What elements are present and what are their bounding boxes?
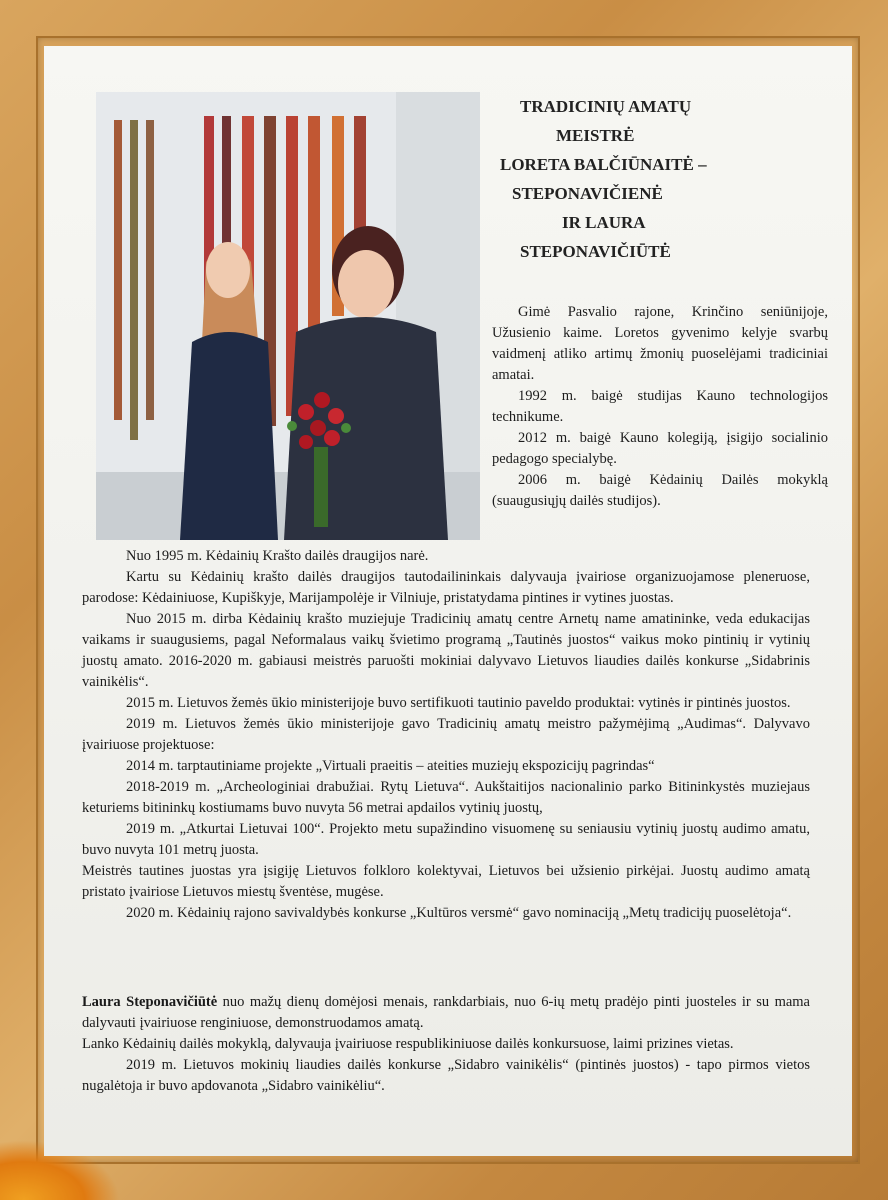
- bio-2012: 2012 m. baigė Kauno kolegiją, įsigijo socialinio pedagogo specialybę.: [492, 430, 828, 467]
- body-paragraph: 2014 m. tarptautiniame projekte „Virtuali praeitis – ateities muziejų ekspozicijų pagrindas“: [126, 758, 655, 774]
- title-line-3: LORETA BALČIŪNAITĖ –: [500, 155, 707, 174]
- body-paragraph: Nuo 1995 m. Kėdainių Krašto dailės draugijos narė.: [126, 548, 429, 564]
- laura-paragraph-3: 2019 m. Lietuvos mokinių liaudies dailės konkurse „Sidabro vainikėlis“ (pintinės juostos) - tapo pirmos vietos nugalėtoja ir buvo apdovanota „Sidabro vainikėliu“.: [82, 1057, 810, 1094]
- photo-illustration: [96, 92, 480, 540]
- laura-intro: nuo mažų dienų domėjosi menais, rankdarbiais, nuo 6-ių metų pradėjo pinti juosteles ir su mama dalyvauti įvairiuose renginiuose, demonstruodamos amatą.: [82, 994, 810, 1031]
- body-paragraph: 2018-2019 m. „Archeologiniai drabužiai. Rytų Lietuva“. Aukštaitijos nacionalinio parko Bitininkystės muziejaus keturiems bitininkų kostiumams buvo nuvyta 56 metrai apdailos vytinių juostų,: [82, 779, 810, 816]
- laura-name: Laura Steponavičiūtė: [82, 994, 218, 1010]
- body-paragraph: 2015 m. Lietuvos žemės ūkio ministerijoje buvo sertifikuoti tautinio paveldo produktai: vytinės ir pintinės juostos.: [126, 695, 791, 711]
- title-line-5: IR LAURA: [562, 213, 646, 232]
- bio-birth: Gimė Pasvalio rajone, Krinčino seniūnijoje, Užusienio kaime. Loretos gyvenimo kelyje svarbų vaidmenį atliko artimų žmonių puoselėjami tradiciniai amatai.: [492, 304, 828, 383]
- title-line-6: STEPONAVIČIŪTĖ: [520, 242, 671, 261]
- body-paragraph: 2019 m. „Atkurtai Lietuvai 100“. Projekto metu supažindino visuomenę su seniausiu vytinių juostų audimo amatu, buvo nuvyta 101 metrų juosta.: [82, 821, 810, 858]
- biography-right-column: [492, 302, 828, 512]
- bio-1992: 1992 m. baigė studijas Kauno technologijos technikume.: [492, 388, 828, 425]
- title-line-4: STEPONAVIČIENĖ: [512, 184, 663, 203]
- body-paragraph: 2020 m. Kėdainių rajono savivaldybės konkurse „Kultūros versmė“ gavo nominaciją „Metų tradicijų puoselėtoja“.: [126, 905, 792, 921]
- laura-paragraph-2: Lanko Kėdainių dailės mokyklą, dalyvauja įvairiuose respublikiniuose dailės konkursuose, laimi prizines vietas.: [82, 1036, 734, 1052]
- title-line-2: MEISTRĖ: [556, 126, 635, 145]
- body-paragraph: Kartu su Kėdainių krašto dailės draugijos tautodailininkais dalyvauja įvairiose organizuojamose pleneruose, parodose: Kėdainiuose, Kupiškyje, Marijampolėje ir Vilniuje, pristatydama pintines ir vytines juostas.: [82, 569, 810, 606]
- title-line-1: TRADICINIŲ AMATŲ: [520, 97, 692, 116]
- bio-2006: 2006 m. baigė Kėdainių Dailės mokyklą (suaugusiųjų dailės studijos).: [492, 472, 828, 509]
- portrait-photo: [96, 92, 480, 540]
- body-paragraph: Nuo 2015 m. dirba Kėdainių krašto muziejuje Tradicinių amatų centre Arnetų name amatininke, veda edukacijas vaikams ir suaugusiems, pagal Neformalaus vaikų švietimo programą „Tautinės juostos“ vaikus moko pintinių ir vytinių juostų amato. 2016-2020 m. gabiausi meistrės paruošti mokiniai dalyvavo Lietuvos liaudies dailės konkurse „Sidabrinis vainikėlis“.: [82, 611, 810, 690]
- body-paragraph: 2019 m. Lietuvos žemės ūkio ministerijoje gavo Tradicinių amatų meistro pažymėjimą „Audimas“. Dalyvavo įvairiuose projektuose:: [82, 716, 810, 753]
- poster-title: [500, 92, 820, 266]
- body-paragraph: Meistrės tautines juostas yra įsigiję Lietuvos folkloro kolektyvai, Lietuvos bei užsienio pirkėjai. Juostų audimo amatą pristato įvairiose Lietuvos miestų šventėse, mugėse.: [82, 863, 810, 900]
- laura-section: [82, 992, 810, 1097]
- poster-sheet: [44, 46, 852, 1156]
- biography-body: [82, 546, 810, 924]
